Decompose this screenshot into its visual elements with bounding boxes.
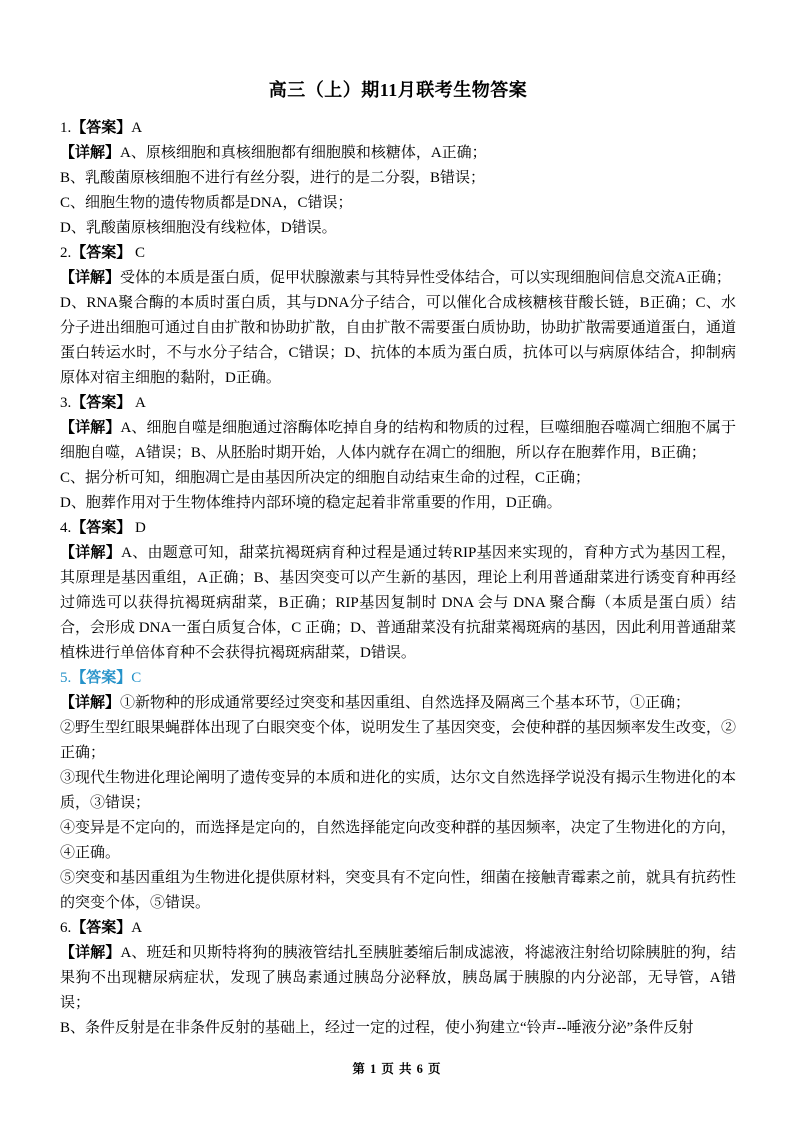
answer-label: 【答案】: [71, 520, 132, 536]
answer-line: [60, 116, 736, 141]
detail-paragraph: [60, 291, 736, 391]
answer-label: 【答案】: [71, 120, 132, 136]
detail-paragraph: [60, 266, 736, 291]
detail-paragraph: [60, 466, 736, 491]
qa-item-1: [60, 116, 736, 241]
qa-item-4: [60, 516, 736, 666]
detail-paragraph: [60, 491, 736, 516]
detail-text: B、乳酸菌原核细胞不进行有丝分裂，进行的是二分裂，B错误；: [60, 170, 486, 186]
detail-text: ②野生型红眼果蝇群体出现了白眼突变个体，说明发生了基因突变，会使种群的基因频率发生改变，②正确；: [60, 720, 736, 761]
question-number: 3.: [60, 395, 72, 411]
answer-value: D: [131, 520, 146, 536]
detail-label: 【详解】: [60, 945, 121, 961]
answer-label: 【答案】: [71, 920, 132, 936]
answer-value: C: [131, 245, 146, 261]
detail-paragraph: [60, 216, 736, 241]
detail-text: ①新物种的形成通常要经过突变和基因重组、自然选择及隔离三个基本环节，①正确；: [120, 695, 691, 711]
answer-label: 【答案】: [71, 245, 132, 261]
qa-item-2: [60, 241, 736, 391]
answer-value: A: [131, 120, 143, 136]
detail-label: 【详解】: [60, 145, 121, 161]
detail-text: A、班廷和贝斯特将狗的胰液管结扎至胰脏萎缩后制成滤液，将滤液注射给切除胰脏的狗，结果狗不出现糖尿病症状，发现了胰岛素通过胰岛分泌释放，胰岛属于胰腺的内分泌部，无导管，A错误；: [60, 945, 736, 1011]
question-number: 4.: [60, 520, 72, 536]
detail-text: B、条件反射是在非条件反射的基础上，经过一定的过程，使小狗建立“铃声--唾液分泌”条件反射: [60, 1020, 694, 1036]
qa-item-3: [60, 391, 736, 516]
page-number-footer: 第 1 页 共 6 页: [352, 1062, 442, 1076]
detail-text: ⑤突变和基因重组为生物进化提供原材料，突变具有不定向性，细菌在接触青霉素之前，就具有抗药性的突变个体，⑤错误。: [60, 870, 736, 911]
detail-text: C、细胞生物的遗传物质都是DNA，C错误；: [60, 195, 353, 211]
question-number: 2.: [60, 245, 72, 261]
answer-value: A: [131, 395, 146, 411]
answer-line: [60, 241, 736, 266]
detail-text: A、由题意可知，甜菜抗褐斑病育种过程是通过转RIP基因来实现的，育种方式为基因工程，其原理是基因重组，A正确；B、基因突变可以产生新的基因，理论上利用普通甜菜进行诱变育种再经过筛选可以获得抗褐斑病甜菜，B正确；RIP基因复制时 DNA 会与 DNA 聚合酶（本质是蛋白质）结合，会形成 DNA一蛋白质复合体，C 正确；D、普通甜菜没有抗甜菜褐斑病的基因，因此利用普通甜菜植株进行单倍体育种不会获得抗褐斑病甜菜，D错误。: [60, 545, 736, 661]
detail-text: C、据分析可知，细胞凋亡是由基因所决定的细胞自动结束生命的过程，C正确；: [60, 470, 591, 486]
detail-paragraph: [60, 191, 736, 216]
answer-value: C: [131, 670, 142, 686]
detail-text: A、原核细胞和真核细胞都有细胞膜和核糖体，A正确；: [120, 145, 487, 161]
detail-paragraph: [60, 141, 736, 166]
answer-line: [60, 516, 736, 541]
detail-text: D、乳酸菌原核细胞没有线粒体，D错误。: [60, 220, 337, 236]
detail-paragraph: [60, 766, 736, 816]
page-title: 高三（上）期11月联考生物答案: [268, 80, 528, 100]
detail-paragraph: [60, 941, 736, 1016]
detail-paragraph: [60, 1016, 736, 1041]
question-number: 6.: [60, 920, 72, 936]
detail-label: 【详解】: [60, 420, 121, 436]
detail-paragraph: [60, 416, 736, 466]
qa-item-6: [60, 916, 736, 1041]
answer-value: A: [131, 920, 143, 936]
detail-paragraph: [60, 716, 736, 766]
answer-line: [60, 916, 736, 941]
answer-label: 【答案】: [71, 395, 132, 411]
detail-label: 【详解】: [60, 545, 122, 561]
detail-text: A、细胞自噬是细胞通过溶酶体吃掉自身的结构和物质的过程，巨噬细胞吞噬凋亡细胞不属于细胞自噬，A错误；B、从胚胎时期开始，人体内就存在凋亡的细胞，所以存在胞葬作用，B正确；: [60, 420, 736, 461]
question-number: 5.: [60, 670, 72, 686]
detail-text: 受体的本质是蛋白质，促甲状腺激素与其特异性受体结合，可以实现细胞间信息交流A正确；: [120, 270, 731, 286]
question-number: 1.: [60, 120, 72, 136]
detail-paragraph: [60, 166, 736, 191]
detail-paragraph: [60, 816, 736, 866]
answer-line-highlighted: [60, 666, 736, 691]
detail-paragraph: [60, 691, 736, 716]
detail-text: ③现代生物进化理论阐明了遗传变异的本质和进化的实质，达尔文自然选择学说没有揭示生物进化的本质，③错误；: [60, 770, 736, 811]
answer-line: [60, 391, 736, 416]
detail-paragraph: [60, 866, 736, 916]
detail-label: 【详解】: [60, 270, 121, 286]
detail-text: ④变异是不定向的，而选择是定向的，自然选择能定向改变种群的基因频率，决定了生物进化的方向，④正确。: [60, 820, 736, 861]
answer-label: 【答案】: [71, 670, 132, 686]
qa-item-5: [60, 666, 736, 916]
detail-text: D、胞葬作用对于生物体维持内部环境的稳定起着非常重要的作用，D正确。: [60, 495, 562, 511]
detail-paragraph: [60, 541, 736, 666]
detail-text: D、RNA聚合酶的本质时蛋白质，其与DNA分子结合，可以催化合成核糖核苷酸长链，B正确；C、水分子进出细胞可通过自由扩散和协助扩散，自由扩散不需要蛋白质协助，协助扩散需要通道蛋白，通道蛋白转运水时，不与水分子结合，C错误；D、抗体的本质为蛋白质，抗体可以与病原体结合，抑制病原体对宿主细胞的黏附，D正确。: [60, 295, 736, 386]
detail-label: 【详解】: [60, 695, 121, 711]
